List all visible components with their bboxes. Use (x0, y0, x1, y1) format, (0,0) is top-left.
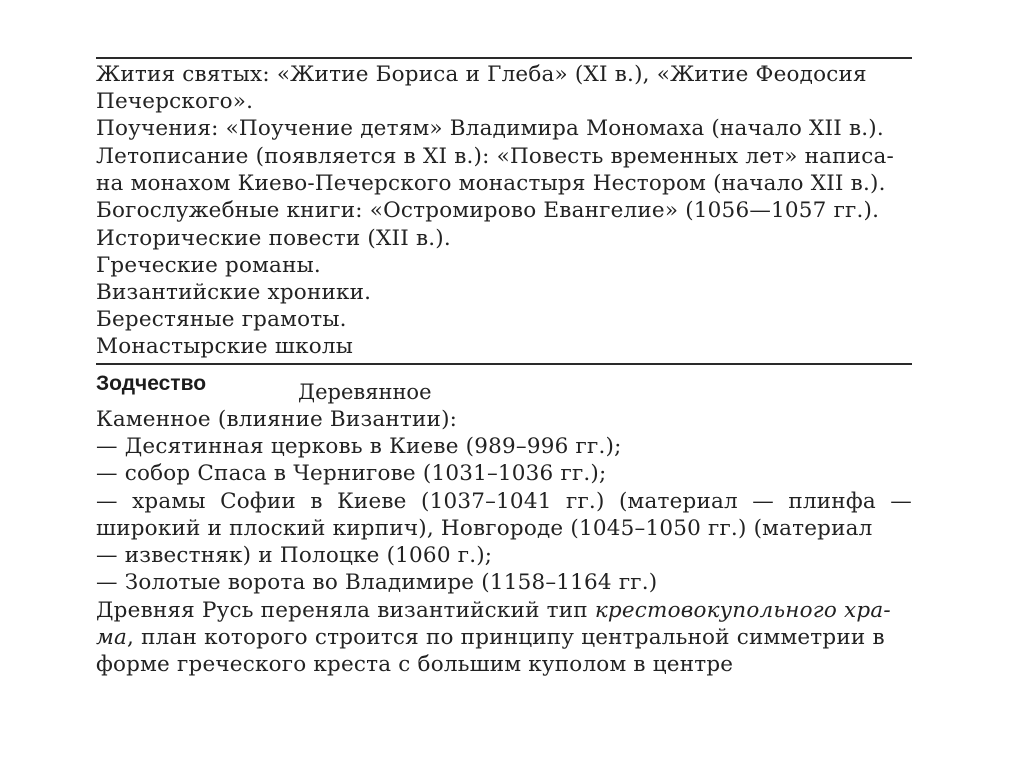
text-line: на монахом Киево-Печерского монастыря Нестором (начало XII в.). (96, 171, 886, 196)
text-line: Монастырские школы (96, 334, 354, 359)
text-line: Летописание (появляется в XI в.): «Повесть временных лет» написа- (96, 144, 894, 169)
paragraph-text: Древняя Русь переняла византийский тип (96, 598, 595, 623)
text-line: Берестяные грамоты. (96, 307, 347, 332)
text-line: Каменное (влияние Византии): (96, 407, 458, 432)
section-rule (96, 363, 912, 365)
paragraph-line (96, 625, 885, 651)
text-line: — Десятинная церковь в Киеве (989–996 гг.); (96, 434, 622, 459)
text-line: Византийские хроники. (96, 280, 372, 305)
text-line: — собор Спаса в Чернигове (1031–1036 гг.); (96, 461, 607, 486)
text-line: Поучения: «Поучение детям» Владимира Мономаха (начало XII в.). (96, 116, 884, 141)
italic-term: крестовокупольного хра- (594, 598, 891, 623)
text-line: Исторические повести (XII в.). (96, 226, 451, 251)
text-line: Жития святых: «Житие Бориса и Глеба» (XI в.), «Житие Феодосия (96, 62, 867, 87)
top-rule (96, 57, 912, 59)
paragraph-text: , план которого строится по принципу центральной симметрии в (127, 625, 885, 650)
paragraph-line (96, 598, 891, 624)
text-line: Богослужебные книги: «Остромирово Евангелие» (1056—1057 гг.). (96, 198, 880, 223)
text-line: широкий и плоский кирпич), Новгороде (1045–1050 гг.) (материал (96, 516, 873, 541)
text-line: — известняк) и Полоцке (1060 г.); (96, 543, 493, 568)
text-line: Печерского». (96, 89, 254, 114)
section-subheading: Деревянное (298, 380, 432, 404)
section-heading: Зодчество (96, 372, 207, 395)
italic-term: ма (96, 625, 128, 650)
text-line: — храмы Софии в Киеве (1037–1041 гг.) (материал — плинфа — (96, 489, 912, 514)
text-line: Греческие романы. (96, 253, 321, 278)
text-line: — Золотые ворота во Владимире (1158–1164 гг.) (96, 570, 658, 595)
paragraph-line: форме греческого креста с большим куполом в центре (96, 652, 734, 677)
